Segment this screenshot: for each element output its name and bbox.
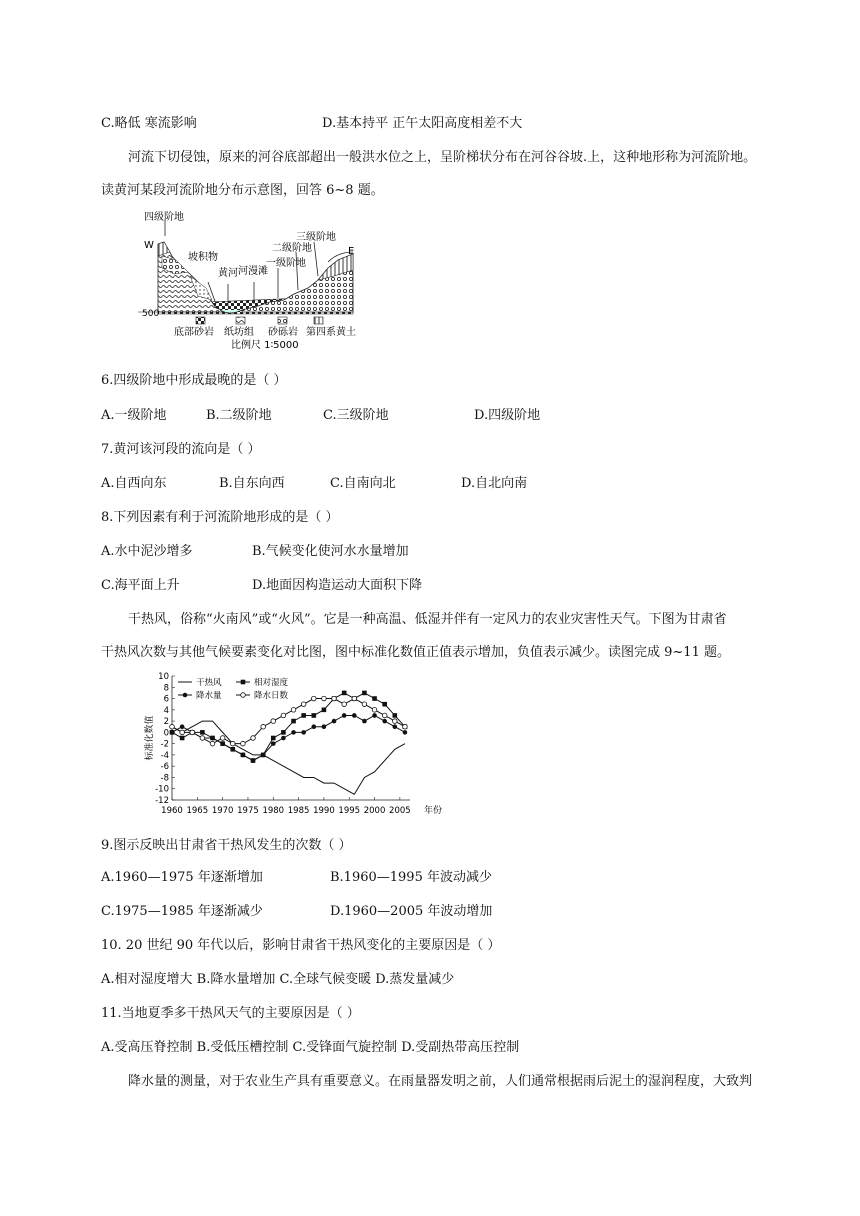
wind-chart: [140, 668, 460, 824]
point-filled-circle: [322, 724, 327, 729]
rain-intro-line1: 降水量的测量，对于农业生产具有重要意义。在雨量器发明之前，人们通常根据雨后泥土的湿润程度，大致判: [128, 1074, 753, 1089]
series-line-2: [172, 715, 405, 760]
wind-intro-line2: 干热风次数与其他气候要素变化对比图，图中标准化数值正值表示增加，负值表示减少。读图完成 9~11 题。: [101, 645, 730, 660]
legend-label-1: 相对湿度: [254, 678, 289, 688]
y-tick-label: -12: [155, 796, 169, 806]
point-filled-circle: [251, 758, 256, 763]
point-square: [281, 730, 286, 735]
legend-marker-open: [241, 693, 246, 698]
point-open-circle: [241, 741, 246, 746]
legend-gravel: 砂砾岩: [268, 327, 298, 338]
x-tick-label: 1960: [161, 806, 183, 816]
q10-options: A.相对湿度增大 B.降水量增加 C.全球气候变暖 D.蒸发量减少: [101, 972, 455, 987]
q9-option-a: A.1960—1975 年逐渐增加: [101, 870, 263, 885]
point-filled-circle: [180, 724, 185, 729]
q11-stem: 11.当地夏季多干热风天气的主要原因是（ ）: [101, 1006, 360, 1021]
point-square: [372, 696, 377, 701]
x-tick-label: 2000: [363, 806, 386, 816]
y-tick-label: -8: [160, 773, 169, 784]
point-open-circle: [190, 730, 195, 735]
x-tick-label: 1985: [287, 806, 310, 816]
point-open-circle: [180, 730, 185, 735]
x-tick-label: 2005: [389, 806, 411, 816]
legend-sandstone: 底部砂岩: [174, 327, 214, 338]
x-tick-label: 1980: [262, 806, 285, 816]
point-filled-circle: [230, 747, 235, 752]
q11-options: A.受高压脊控制 B.受低压槽控制 C.受锋面气旋控制 D.受副热带高压控制: [101, 1040, 520, 1055]
point-open-circle: [393, 719, 398, 724]
q7-option-d: D.自北向南: [461, 476, 528, 491]
q9-option-c: C.1975—1985 年逐渐减少: [101, 904, 263, 919]
point-filled-circle: [271, 741, 276, 746]
series-line-0: [172, 721, 405, 794]
point-filled-circle: [261, 753, 266, 758]
legend-swatch-sandstone: [196, 317, 205, 324]
point-open-circle: [342, 702, 347, 707]
y-tick-label: 6: [163, 694, 169, 705]
point-filled-circle: [210, 736, 215, 741]
label-east: E: [348, 246, 355, 257]
y-tick-label: -6: [160, 762, 169, 773]
q9-option-d: D.1960—2005 年波动增加: [330, 904, 493, 919]
q8-option-b: B.气候变化使河水水量增加: [252, 544, 409, 559]
point-filled-circle: [170, 730, 175, 735]
point-filled-circle: [291, 730, 296, 735]
point-filled-circle: [382, 719, 387, 724]
y-tick-label: 10: [158, 672, 169, 682]
point-open-circle: [372, 708, 377, 713]
y-tick-label: 0: [163, 728, 169, 739]
label-floodplain: 河漫滩: [238, 266, 268, 277]
point-open-circle: [382, 713, 387, 718]
label-slope-deposit: 坡积物: [188, 252, 218, 263]
terrace-intro-line1: 河流下切侵蚀，原来的河谷底部超出一般洪水位之上，呈阶梯状分布在河谷谷坡.上，这种地形称为河流阶地。: [128, 150, 757, 165]
scale-label: 比例尺 1∶5000: [231, 340, 299, 351]
point-open-circle: [271, 719, 276, 724]
point-open-circle: [170, 724, 175, 729]
x-tick-label: 1965: [186, 806, 209, 816]
point-square: [342, 691, 347, 696]
q9-option-b: B.1960—1995 年波动减少: [330, 870, 492, 885]
label-elevation: 500: [142, 309, 160, 319]
point-open-circle: [230, 741, 235, 746]
point-filled-circle: [220, 741, 225, 746]
x-tick-label: 1975: [237, 806, 259, 816]
q6-stem: 6.四级阶地中形成最晚的是（ ）: [101, 373, 287, 388]
legend-swatch-gravel: [278, 317, 287, 324]
q8-option-a: A.水中泥沙增多: [101, 544, 193, 559]
point-square: [362, 691, 367, 696]
q6-option-b: B.二级阶地: [206, 408, 272, 423]
q6-option-d: D.四级阶地: [474, 408, 541, 423]
q6-option-a: A.一级阶地: [101, 408, 167, 423]
x-axis-label: 年份: [424, 806, 443, 816]
point-open-circle: [403, 724, 408, 729]
label-yellow-river: 黄河: [218, 268, 238, 279]
point-filled-circle: [342, 713, 347, 718]
point-filled-circle: [362, 719, 367, 724]
terrace-intro-line2: 读黄河某段河流阶地分布示意图，回答 6~8 题。: [101, 183, 384, 198]
point-filled-circle: [301, 730, 306, 735]
point-filled-circle: [241, 753, 246, 758]
y-axis-label: 标准化数值: [145, 715, 155, 761]
point-open-circle: [220, 736, 225, 741]
series-line-1: [172, 693, 405, 761]
point-filled-circle: [332, 719, 337, 724]
q7-option-b: B.自东向西: [219, 476, 285, 491]
label-level2: 二级阶地: [272, 243, 312, 254]
point-open-circle: [352, 696, 357, 701]
y-tick-label: -4: [160, 750, 169, 761]
point-filled-circle: [372, 713, 377, 718]
point-square: [382, 702, 387, 707]
point-filled-circle: [393, 724, 398, 729]
point-filled-circle: [352, 713, 357, 718]
point-square: [322, 708, 327, 713]
point-open-circle: [332, 696, 337, 701]
point-square: [271, 736, 276, 741]
x-tick-label: 1995: [338, 806, 361, 816]
q8-option-c: C.海平面上升: [101, 578, 180, 593]
q9-stem: 9.图示反映出甘肃省干热风发生的次数（ ）: [101, 838, 352, 853]
terrace-diagram: [138, 204, 378, 354]
point-open-circle: [200, 736, 205, 741]
legend-swatch-zhifang: [236, 317, 245, 324]
point-square: [291, 719, 296, 724]
option-d-prev: D.基本持平 正午太阳高度相差不大: [322, 116, 523, 131]
point-filled-circle: [311, 724, 316, 729]
label-level3: 三级阶地: [296, 232, 336, 243]
y-tick-label: 4: [163, 705, 169, 716]
legend-label-3: 降水日数: [254, 691, 289, 701]
q7-stem: 7.黄河该河段的流向是（ ）: [101, 442, 261, 457]
x-tick-label: 1990: [313, 806, 335, 816]
point-square: [393, 713, 398, 718]
q7-option-c: C.自南向北: [330, 476, 396, 491]
point-filled-circle: [281, 736, 286, 741]
legend-loess: 第四系黄土: [306, 327, 356, 338]
y-tick-label: -2: [160, 739, 169, 750]
q10-stem: 10. 20 世纪 90 年代以后，影响甘肃省干热风变化的主要原因是（ ）: [101, 938, 501, 953]
point-open-circle: [291, 708, 296, 713]
point-open-circle: [311, 696, 316, 701]
legend-marker-filled: [183, 693, 188, 698]
legend-swatch-loess: [314, 317, 323, 324]
q8-option-d: D.地面因构造运动大面积下降: [252, 578, 423, 593]
q6-option-c: C.三级阶地: [323, 408, 389, 423]
point-open-circle: [301, 702, 306, 707]
point-square: [301, 713, 306, 718]
y-tick-label: -10: [155, 784, 169, 795]
legend-label-2: 降水量: [196, 691, 222, 701]
label-west: W: [144, 240, 154, 251]
y-tick-label: 2: [163, 717, 169, 728]
q7-option-a: A.自西向东: [101, 476, 167, 491]
point-open-circle: [281, 713, 286, 718]
wind-intro-line1: 干热风，俗称“火南风”或“火风”。它是一种高温、低湿并伴有一定风力的农业灾害性天气。下图为甘肃省: [128, 612, 727, 627]
label-level1: 一级阶地: [266, 258, 306, 269]
legend-zhifang: 纸坊组: [224, 327, 254, 338]
point-open-circle: [362, 702, 367, 707]
option-c-prev: C.略低 寒流影响: [101, 116, 197, 131]
point-open-circle: [261, 724, 266, 729]
legend-label-0: 干热风: [196, 678, 222, 688]
y-tick-label: 8: [163, 683, 169, 694]
point-square: [180, 736, 185, 741]
point-open-circle: [210, 741, 215, 746]
point-open-circle: [251, 736, 256, 741]
point-square: [311, 713, 316, 718]
legend-marker-square: [241, 680, 246, 685]
point-open-circle: [322, 696, 327, 701]
point-square: [200, 730, 205, 735]
point-filled-circle: [403, 730, 408, 735]
label-level4: 四级阶地: [144, 212, 184, 223]
q8-stem: 8.下列因素有利于河流阶地形成的是（ ）: [101, 510, 339, 525]
x-tick-label: 1970: [211, 806, 234, 816]
